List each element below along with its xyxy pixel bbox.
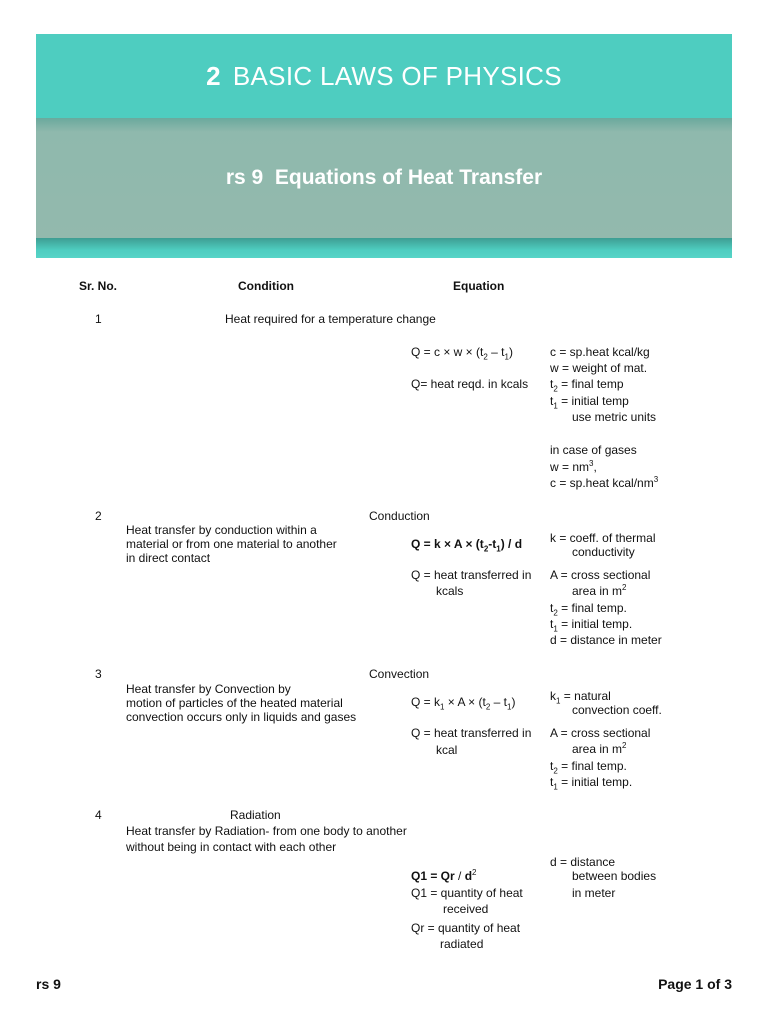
- row-1-var-t1: $t_1$ = initial temp: [550, 394, 629, 411]
- column-header-equation: Equation: [453, 279, 505, 293]
- row-3-var-k1-text: = natural: [563, 689, 611, 703]
- row-3-var-a-2: area in $m^2$: [572, 741, 627, 756]
- chapter-title-text: BASIC LAWS OF PHYSICS: [232, 60, 562, 91]
- row-4-var-d-2: between bodies: [572, 869, 657, 883]
- row-4-q1-note: Q1 = quantity of heat: [411, 886, 523, 900]
- row-3-equation-note-2: kcal: [436, 743, 458, 757]
- chapter-number: 2: [206, 60, 221, 91]
- row-1-heading: Heat required for a temperature change: [225, 312, 436, 326]
- row-3-desc-line: motion of particles of the heated material: [126, 696, 343, 710]
- row-4-desc-line: without being in contact with each other: [126, 840, 337, 854]
- row-2-var-t1: $t_1$ = initial temp.: [550, 617, 633, 634]
- row-3-var-t2-text: = final temp.: [561, 759, 627, 773]
- row-1-gases-note: in case of gases: [550, 443, 637, 457]
- row-3-heading: Convection: [369, 667, 430, 681]
- footer-page-number: Page 1 of 3: [658, 976, 732, 992]
- row-4-sr: 4: [95, 808, 102, 822]
- row-2-equation: $Q = k \times A \times (t_2-t_1) / d$: [411, 537, 523, 554]
- row-4-equation: $Q1 = Qr / d^2$: [411, 868, 477, 883]
- row-1-var-w-gas-text: w = nm: [550, 460, 590, 474]
- row-1-var-c: c = sp.heat kcal/kg: [550, 345, 650, 359]
- footer-doc-code: rs 9: [36, 976, 61, 992]
- row-1-var-w: w = weight of mat.: [550, 361, 648, 375]
- chapter-title: [206, 61, 562, 92]
- section-title: rs 9 Equations of Heat Transfer: [225, 166, 543, 189]
- row-4-heading: Radiation: [230, 808, 281, 822]
- row-2-desc-line: material or from one material to another: [126, 537, 337, 551]
- row-1-var-t2-text: = final temp: [561, 377, 624, 391]
- row-3-var-t1-text: = initial temp.: [561, 775, 633, 789]
- row-1-var-t1-text: = initial temp: [561, 394, 629, 408]
- banner-divider: [36, 238, 732, 258]
- row-2-desc-line: Heat transfer by conduction within a: [126, 523, 317, 537]
- row-2-var-t2-text: = final temp.: [561, 601, 627, 615]
- row-3-var-t2: $t_2$ = final temp.: [550, 759, 627, 776]
- row-2-var-k: k = coeff. of thermal: [550, 531, 656, 545]
- row-2-var-t2: $t_2$ = final temp.: [550, 601, 627, 618]
- row-3-var-a-2-text: area in m: [572, 742, 623, 756]
- row-4-var-d: d = distance: [550, 855, 616, 869]
- row-3-desc-line: Heat transfer by Convection by: [126, 682, 291, 696]
- row-3-equation-note: Q = heat transferred in: [411, 726, 532, 740]
- column-header-condition: Condition: [238, 279, 294, 293]
- row-3-var-a: A = cross sectional: [550, 726, 651, 740]
- row-1-var-c-gas-text: c = sp.heat kcal/nm: [550, 476, 654, 490]
- row-3-sr: 3: [95, 667, 102, 681]
- row-1-var-t2: $t_2$ = final temp: [550, 377, 624, 394]
- row-3-var-t1: $t_1$ = initial temp.: [550, 775, 633, 792]
- chapter-banner: [36, 34, 732, 118]
- row-2-var-a: A = cross sectional: [550, 568, 651, 582]
- row-4-var-d-3: in meter: [572, 886, 616, 900]
- row-1-equation-note: Q= heat reqd. in kcals: [411, 377, 529, 391]
- row-2-var-k-2: conductivity: [572, 545, 635, 559]
- section-banner: [36, 118, 732, 238]
- row-3-desc-line: convection occurs only in liquids and gases: [126, 710, 357, 724]
- row-1-equation: $Q = c \times w \times (t_2 - t_1)$: [411, 345, 513, 362]
- row-2-var-a-2-text: area in m: [572, 584, 623, 598]
- row-1-metric-note: use metric units: [572, 410, 657, 424]
- row-2-heading: Conduction: [369, 509, 430, 523]
- row-3-var-k1-2: convection coeff.: [572, 703, 662, 717]
- row-2-desc-line: in direct contact: [126, 551, 211, 565]
- row-2-var-t1-text: = initial temp.: [561, 617, 633, 631]
- row-2-equation-note-2: kcals: [436, 584, 464, 598]
- row-1-sr: 1: [95, 312, 102, 326]
- row-2-var-d: d = distance in meter: [550, 633, 662, 647]
- row-2-var-a-2: area in $m^2$: [572, 583, 627, 598]
- row-4-desc-line: Heat transfer by Radiation- from one body to another: [126, 824, 407, 838]
- row-3-var-k1: $k_1$ = natural: [550, 689, 611, 706]
- row-2-equation-note: Q = heat transferred in: [411, 568, 532, 582]
- row-2-sr: 2: [95, 509, 102, 523]
- row-4-qr-note: Qr = quantity of heat: [411, 921, 521, 935]
- row-1-var-w-gas: $w = nm^3$,: [550, 459, 597, 474]
- row-1-var-c-gas: c = sp.heat kcal/$nm^3$: [550, 475, 659, 490]
- row-4-qr-note-2: radiated: [440, 937, 484, 951]
- row-3-equation: $Q = k_1 \times A \times (t_2 - t_1)$: [411, 695, 516, 712]
- row-4-q1-note-2: received: [443, 902, 489, 916]
- column-header-sr-no: Sr. No.: [79, 279, 118, 293]
